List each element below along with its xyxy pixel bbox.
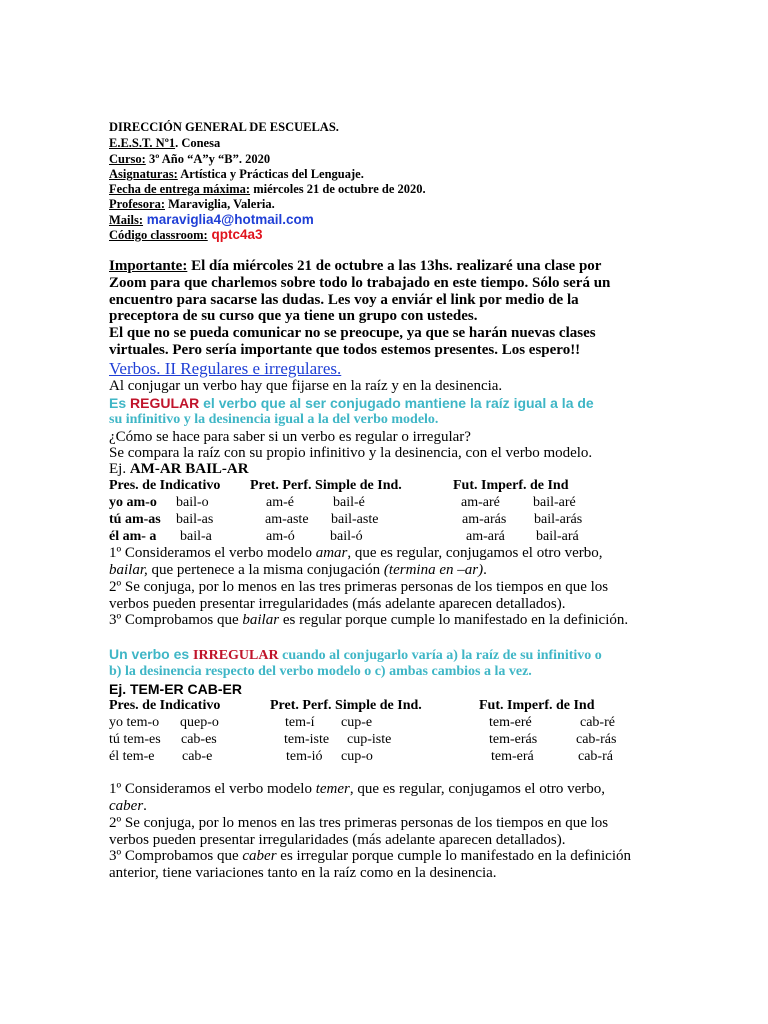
important-text-2: Zoom para que charlemos sobre todo lo trabajado en este tiempo. Sólo será un — [109, 275, 611, 291]
table-cell: tem-erá — [491, 749, 534, 764]
header-line-code — [109, 228, 263, 242]
irregular-pre: Un verbo es — [109, 646, 194, 662]
irregular-step-1-other-verb: caber — [109, 798, 144, 814]
important-line-2 — [109, 276, 610, 291]
important-text-6: virtuales. Pero sería importante que todos estemos presentes. Los espero!! — [109, 342, 581, 358]
irregular-step-3-verb: caber — [242, 848, 277, 864]
table-cell: bail-arás — [534, 512, 583, 527]
header-prof-label: Profesora: — [109, 197, 165, 211]
irregular-step-1-rest: , que es regular, conjugamos el otro verbo, — [349, 781, 606, 797]
regular-step-3-rest: es regular porque cumple lo manifestado en la definición. — [279, 612, 629, 628]
regular-ej-value: AM-AR BAIL-AR — [129, 461, 249, 477]
regular-step-1a — [109, 546, 603, 561]
regular-step-1-other-verb: bailar, — [109, 562, 148, 578]
table-header: Pret. Perf. Simple de Ind. — [250, 478, 402, 493]
table-cell: cab-rá — [578, 749, 613, 764]
regular-step-3 — [109, 613, 628, 628]
table-header: Fut. Imperf. de Ind — [453, 478, 569, 493]
header-curso-label: Curso: — [109, 152, 146, 166]
table-cell: cup-iste — [347, 732, 392, 747]
table-cell: am-é — [266, 495, 294, 510]
header-line-fecha — [109, 183, 426, 196]
table-cell: tem-erás — [489, 732, 538, 747]
header-code-label: Código classroom: — [109, 228, 208, 242]
regular-step-3-verb: bailar — [242, 612, 280, 628]
irregular-step-1-period: . — [143, 798, 147, 814]
important-label: Importante: — [109, 258, 188, 274]
table-header: Fut. Imperf. de Ind — [479, 698, 595, 713]
important-text-1: El día miércoles 21 de octubre a las 13hs. realizaré una clase por — [187, 258, 602, 274]
irregular-step-1a — [109, 782, 605, 797]
table-cell: am-aré — [461, 495, 500, 510]
intro-text: Al conjugar un verbo hay que fijarse en la raíz y en la desinencia. — [109, 378, 503, 394]
irregular-definition-2: b) la desinencia respecto del verbo modelo o c) ambas cambios a la vez. — [109, 664, 532, 679]
regular-word: REGULAR — [130, 395, 200, 411]
header-eest-label: E.E.S.T. Nº1 — [109, 136, 176, 150]
table-cell: bail-o — [176, 495, 209, 510]
irregular-def-1: cuando al conjugarlo varía a) la raíz de su infinitivo o — [278, 648, 602, 663]
table-header: Pret. Perf. Simple de Ind. — [270, 698, 422, 713]
important-line-1 — [109, 259, 601, 274]
header-curso-value: 3º Año “A”y “B”. 2020 — [145, 152, 271, 166]
irregular-step-3b: anterior, tiene variaciones tanto en la raíz como en la desinencia. — [109, 865, 497, 881]
regular-step-1-ending: (termina en –ar) — [383, 562, 484, 578]
table-cell: él am- a — [109, 529, 157, 544]
irregular-word: IRREGULAR — [193, 648, 279, 663]
regular-step-1-conj: que pertenece a la misma conjugación — [147, 562, 384, 578]
table-cell: él tem-e — [109, 749, 155, 764]
irregular-step-3a — [109, 849, 631, 864]
table-cell: cup-o — [341, 749, 373, 764]
header-line-eest — [109, 137, 220, 150]
header-line-direccion — [109, 121, 339, 134]
table-cell: bail-ó — [330, 529, 363, 544]
table-cell: am-arás — [462, 512, 507, 527]
regular-step-1b — [109, 563, 487, 578]
header-asig-value: Artística y Prácticas del Lenguaje. — [177, 167, 364, 181]
table-cell: yo am-o — [109, 495, 157, 510]
table-cell: tú tem-es — [109, 732, 161, 747]
irregular-step-1-verb: temer — [315, 781, 350, 797]
table-cell: tú am-as — [109, 512, 161, 527]
table-cell: quep-o — [180, 715, 219, 730]
table-cell: bail-aré — [533, 495, 576, 510]
important-text-3: encuentro para sacarse las dudas. Les voy a enviár el link por medio de la — [109, 292, 579, 308]
important-text-4: preceptora de su curso que ya tiene un grupo con ustedes. — [109, 308, 478, 324]
regular-es: Es — [109, 395, 131, 411]
regular-question: ¿Cómo se hace para saber si un verbo es regular o irregular? — [109, 429, 471, 445]
table-cell: am-ará — [466, 529, 505, 544]
irregular-step-2a: 2º Se conjuga, por lo menos en las tres primeras personas de los tiempos en que los — [109, 815, 609, 831]
table-cell: cab-e — [182, 749, 213, 764]
header-prof-value: Maraviglia, Valeria. — [165, 197, 275, 211]
irregular-step-2b: verbos pueden presentar irregularidades (más adelante aparecen detallados). — [109, 832, 566, 848]
irregular-example-title: Ej. TEM-ER CAB-ER — [109, 681, 242, 697]
header-line-asignaturas — [109, 168, 364, 181]
table-cell: tem-iste — [284, 732, 330, 747]
regular-step-1-period: . — [483, 562, 487, 578]
irregular-step-1b — [109, 799, 147, 814]
table-header: Pres. de Indicativo — [109, 698, 221, 713]
table-header: Pres. de Indicativo — [109, 478, 221, 493]
table-cell: cab-rás — [576, 732, 617, 747]
header-fecha-value: miércoles 21 de octubre de 2020. — [250, 182, 426, 196]
regular-step-1-text: 1º Consideramos el verbo modelo — [109, 545, 316, 561]
regular-example-title — [109, 462, 249, 477]
header-eest-value: . Conesa — [175, 136, 221, 150]
regular-step-1-verb: amar — [315, 545, 348, 561]
table-cell: am-aste — [265, 512, 309, 527]
irregular-step-3-rest: es irregular porque cumple lo manifestado en la definición — [276, 848, 632, 864]
table-cell: bail-a — [180, 529, 212, 544]
table-cell: bail-aste — [331, 512, 379, 527]
table-cell: tem-eré — [489, 715, 532, 730]
table-cell: tem-í — [285, 715, 315, 730]
table-cell: bail-as — [176, 512, 214, 527]
important-line-5 — [109, 326, 596, 341]
irregular-definition-1 — [109, 647, 602, 663]
header-line-profesora — [109, 198, 275, 211]
header-mails-label: Mails: — [109, 213, 144, 227]
irregular-step-1-text: 1º Consideramos el verbo modelo — [109, 781, 316, 797]
email-link[interactable]: maraviglia4@hotmail.com — [143, 212, 314, 227]
important-text-5: El que no se pueda comunicar no se preocupe, ya que se harán nuevas clases — [109, 325, 596, 341]
table-cell: cab-ré — [580, 715, 615, 730]
table-cell: yo tem-o — [109, 715, 160, 730]
table-cell: cab-es — [181, 732, 217, 747]
regular-definition-2: su infinitivo y la desinencia igual a la del verbo modelo. — [109, 412, 439, 427]
table-cell: bail-é — [333, 495, 365, 510]
table-cell: bail-ará — [536, 529, 579, 544]
regular-definition-1 — [109, 396, 594, 410]
header-asig-label: Asignaturas: — [109, 167, 178, 181]
header-line-curso — [109, 153, 270, 166]
table-cell: tem-ió — [286, 749, 323, 764]
regular-step-3-text: 3º Comprobamos que — [109, 612, 243, 628]
regular-step-2b: verbos pueden presentar irregularidades (más adelante aparecen detallados). — [109, 596, 566, 612]
important-line-4 — [109, 309, 477, 324]
classroom-code: qptc4a3 — [207, 227, 263, 242]
regular-def-1: el verbo que al ser conjugado mantiene la raíz igual a la de — [199, 395, 594, 411]
irregular-step-3-text: 3º Comprobamos que — [109, 848, 243, 864]
regular-ej-label: Ej. — [109, 461, 130, 477]
header-fecha-label: Fecha de entrega máxima: — [109, 182, 251, 196]
header-line-mails — [109, 213, 314, 227]
header-direccion: DIRECCIÓN GENERAL DE ESCUELAS. — [109, 120, 339, 134]
important-line-3 — [109, 293, 579, 308]
regular-step-2a: 2º Se conjuga, por lo menos en las tres primeras personas de los tiempos en que los — [109, 579, 609, 595]
important-line-6 — [109, 343, 580, 358]
section-title: Verbos. II Regulares e irregulares. — [109, 359, 342, 378]
table-cell: am-ó — [266, 529, 295, 544]
regular-answer: Se compara la raíz con su propio infinitivo y la desinencia, con el verbo modelo. — [109, 445, 593, 461]
regular-step-1-rest: , que es regular, conjugamos el otro verbo, — [347, 545, 603, 561]
table-cell: cup-e — [341, 715, 373, 730]
